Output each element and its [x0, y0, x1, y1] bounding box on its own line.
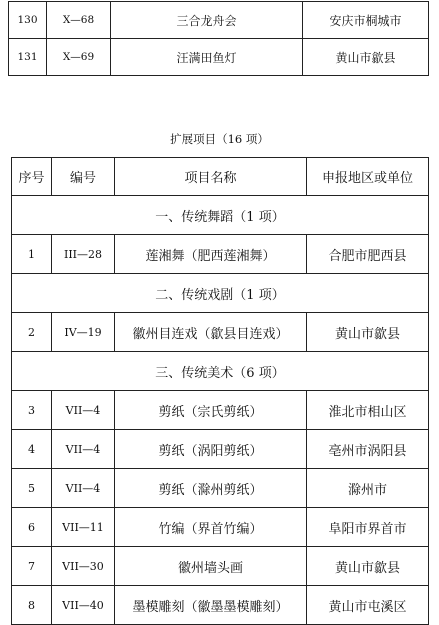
- table-row: [12, 586, 429, 625]
- cell-name: 剪纸（涡阳剪纸）: [115, 430, 307, 469]
- cell-name: 莲湘舞（肥西莲湘舞）: [115, 235, 307, 274]
- cell-name: 墨模雕刻（徽墨墨模雕刻）: [115, 586, 307, 625]
- table-row: [12, 508, 429, 547]
- cell-code: VII—4: [52, 391, 115, 430]
- cell-region: 滁州市: [307, 469, 429, 508]
- cell-name: 剪纸（宗氏剪纸）: [115, 391, 307, 430]
- cell-seq: 4: [12, 430, 52, 469]
- cell-seq: 8: [12, 586, 52, 625]
- cell-code: VII—11: [52, 508, 115, 547]
- extension-items-caption: 扩展项目（16 项）: [170, 132, 269, 146]
- cell-code: VII—4: [52, 469, 115, 508]
- cell-region: 合肥市肥西县: [307, 235, 429, 274]
- cell-region: 黄山市歙县: [303, 39, 429, 76]
- section-title: 一、传统舞蹈（1 项）: [12, 196, 429, 235]
- table-row: [12, 391, 429, 430]
- cell-seq: 131: [9, 39, 47, 76]
- cell-region: 安庆市桐城市: [303, 2, 429, 39]
- cell-code: VII—4: [52, 430, 115, 469]
- header-seq: 序号: [12, 158, 52, 196]
- cell-code: VII—30: [52, 547, 115, 586]
- table-row: [12, 313, 429, 352]
- cell-seq: 1: [12, 235, 52, 274]
- cell-name: 徽州墙头画: [115, 547, 307, 586]
- header-row: [12, 158, 429, 196]
- cell-code: III—28: [52, 235, 115, 274]
- cell-code: X—69: [47, 39, 111, 76]
- table-row: [12, 469, 429, 508]
- cell-seq: 3: [12, 391, 52, 430]
- cell-name: 徽州目连戏（歙县目连戏）: [115, 313, 307, 352]
- cell-name: 剪纸（滁州剪纸）: [115, 469, 307, 508]
- cell-seq: 130: [9, 2, 47, 39]
- section-title: 二、传统戏剧（1 项）: [12, 274, 429, 313]
- cell-region: 阜阳市界首市: [307, 508, 429, 547]
- cell-code: VII—40: [52, 586, 115, 625]
- cell-name: 三合龙舟会: [111, 2, 303, 39]
- section-row: [12, 352, 429, 391]
- header-code: 编号: [52, 158, 115, 196]
- cell-seq: 7: [12, 547, 52, 586]
- cell-region: 黄山市歙县: [307, 547, 429, 586]
- table-row: [12, 547, 429, 586]
- section-row: [12, 196, 429, 235]
- section-title: 三、传统美术（6 项）: [12, 352, 429, 391]
- section-row: [12, 274, 429, 313]
- cell-region: 黄山市歙县: [307, 313, 429, 352]
- table-row: [9, 2, 429, 39]
- header-name: 项目名称: [115, 158, 307, 196]
- cell-code: IV—19: [52, 313, 115, 352]
- header-region: 申报地区或单位: [307, 158, 429, 196]
- cell-seq: 2: [12, 313, 52, 352]
- cell-region: 黄山市屯溪区: [307, 586, 429, 625]
- table-row: [12, 235, 429, 274]
- cell-code: X—68: [47, 2, 111, 39]
- table-row: [12, 430, 429, 469]
- table-row: [9, 39, 429, 76]
- cell-seq: 6: [12, 508, 52, 547]
- previous-items-table: [8, 1, 429, 76]
- cell-region: 淮北市相山区: [307, 391, 429, 430]
- cell-name: 竹编（界首竹编）: [115, 508, 307, 547]
- cell-seq: 5: [12, 469, 52, 508]
- extension-items-table: [11, 157, 429, 625]
- cell-name: 汪满田鱼灯: [111, 39, 303, 76]
- cell-region: 亳州市涡阳县: [307, 430, 429, 469]
